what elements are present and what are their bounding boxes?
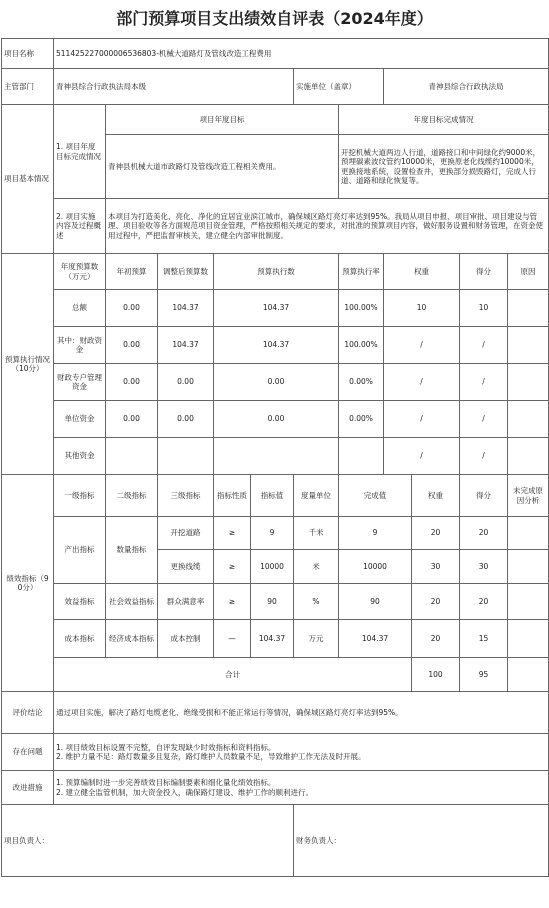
goal-completion-header: 年度目标完成情况: [339, 105, 549, 135]
budget-rate: 0.00%: [339, 364, 384, 401]
conclusion: 通过项目实施，解决了路灯电缆老化、绝缘受损和不能正常运行等情况，确保城区路灯亮灯率达到95%。: [54, 692, 549, 734]
budget-row-name: 其中：财政资金: [54, 327, 106, 364]
perf-l2: 社会效益指标: [106, 584, 158, 620]
budget-executed: 0.00: [214, 364, 339, 401]
perf-reason: [508, 550, 549, 584]
budget-adjusted: 0.00: [158, 401, 214, 438]
budget-initial: [106, 438, 158, 475]
perf-header: 完成值: [339, 475, 412, 517]
finance-lead: 财务负责人：: [294, 805, 549, 877]
perf-value: 9: [251, 517, 294, 550]
budget-reason: [508, 290, 549, 327]
budget-adjusted: 0.00: [158, 364, 214, 401]
budget-executed: 104.37: [214, 290, 339, 327]
budget-adjusted: 104.37: [158, 290, 214, 327]
budget-initial: 0.00: [106, 327, 158, 364]
perf-l1: 效益指标: [54, 584, 106, 620]
project-name-label: 项目名称: [2, 39, 54, 69]
budget-score: /: [460, 327, 508, 364]
budget-reason: [508, 438, 549, 475]
perf-unit: 米: [294, 550, 339, 584]
goal-completion: 开挖机械大道两边人行道，道路接口和中间绿化约9000米，预埋碳素波纹管约10000米，更换原老化线缆约10000米，更换接地系统，设置检查井，更换部分损毁路灯，完成人行道、道路和绿化恢复等。: [339, 135, 549, 199]
measure-item: 1. 预算编制时进一步完善绩效目标编制要素和细化量化绩效指标。: [56, 778, 276, 788]
perf-done: 104.37: [339, 620, 412, 658]
budget-adjusted: [158, 438, 214, 475]
budget-header: 权重: [384, 254, 460, 290]
project-lead: 项目负责人：: [2, 805, 294, 877]
perf-reason: [508, 517, 549, 550]
total-row: [2, 658, 549, 692]
perf-unit: %: [294, 584, 339, 620]
budget-reason: [508, 364, 549, 401]
budget-row-name: 财政专户管理资金: [54, 364, 106, 401]
perf-l2: 经济成本指标: [106, 620, 158, 658]
perf-prop: ≥: [214, 517, 251, 550]
perf-row: [2, 517, 549, 550]
perf-l1: 产出指标: [54, 517, 106, 584]
issue-item: 1. 项目绩效目标设置不完整，自评发现缺少时效指标和资料指标。: [56, 742, 276, 752]
perf-prop: ≥: [214, 550, 251, 584]
budget-header: 得分: [460, 254, 508, 290]
perf-prop: —: [214, 620, 251, 658]
perf-weight: 30: [412, 550, 460, 584]
perf-l3: 更换线缆: [158, 550, 214, 584]
budget-rate: 0.00%: [339, 401, 384, 438]
perf-weight: 20: [412, 584, 460, 620]
evaluation-table: [1, 38, 549, 877]
budget-row: [2, 364, 549, 401]
budget-row: [2, 438, 549, 475]
perf-score: 20: [460, 517, 508, 550]
budget-rate: 100.00%: [339, 290, 384, 327]
budget-label: 预算执行情况（10分）: [2, 254, 54, 475]
perf-score: 20: [460, 584, 508, 620]
budget-header: 预算执行数: [214, 254, 339, 290]
perf-value: 90: [251, 584, 294, 620]
issues-label: 存在问题: [2, 734, 54, 771]
conclusion-label: 评价结论: [2, 692, 54, 734]
impl-unit-label: 实施单位（盖章）: [294, 69, 384, 105]
annual-goal-header: 项目年度目标: [106, 105, 339, 135]
perf-label: 绩效指标（90分）: [2, 475, 54, 692]
perf-weight: 20: [412, 620, 460, 658]
total-label: 合计: [54, 658, 412, 692]
budget-weight: /: [384, 364, 460, 401]
page-title: 部门预算项目支出绩效自评表（2024年度）: [116, 9, 433, 28]
dept: 青神县综合行政执法局本级: [54, 69, 294, 105]
annual-goal: 青神县机械大道市政路灯及管线改造工程相关费用。: [106, 135, 339, 199]
budget-header: 年度预算数（万元）: [54, 254, 106, 290]
measures: [54, 771, 549, 805]
perf-l3: 成本控制: [158, 620, 214, 658]
perf-header: 二级指标: [106, 475, 158, 517]
perf-l1: 成本指标: [54, 620, 106, 658]
perf-l2: 数量指标: [106, 517, 158, 584]
budget-executed: [214, 438, 339, 475]
perf-header: 度量单位: [294, 475, 339, 517]
content-label: 2. 项目实施内容及过程概述: [54, 199, 106, 254]
budget-rate: [339, 438, 384, 475]
perf-reason: [508, 620, 549, 658]
perf-row: [2, 620, 549, 658]
budget-score: 10: [460, 290, 508, 327]
budget-score: /: [460, 401, 508, 438]
perf-reason: [508, 584, 549, 620]
perf-unit: 万元: [294, 620, 339, 658]
budget-reason: [508, 401, 549, 438]
total-score: 95: [460, 658, 508, 692]
dept-label: 主管部门: [2, 69, 54, 105]
budget-adjusted: 104.37: [158, 327, 214, 364]
budget-header: 年初预算: [106, 254, 158, 290]
budget-executed: 104.37: [214, 327, 339, 364]
issue-item: 2. 维护力量不足：路灯数量多且复杂，路灯维护人员数量不足，导致维护工作无法及时开展。: [56, 752, 366, 761]
budget-reason: [508, 327, 549, 364]
perf-header: 指标性质: [214, 475, 251, 517]
budget-row-name: 总额: [54, 290, 106, 327]
impl-unit: 青神县综合行政执法局: [384, 69, 549, 105]
perf-header: 一级指标: [54, 475, 106, 517]
measure-item: 2. 建立健全监管机制，加大资金投入，确保路灯建设、维护工作的顺利进行。: [56, 787, 314, 797]
budget-weight: 10: [384, 290, 460, 327]
perf-value: 104.37: [251, 620, 294, 658]
perf-done: 10000: [339, 550, 412, 584]
perf-done: 9: [339, 517, 412, 550]
perf-header: 得分: [460, 475, 508, 517]
budget-score: /: [460, 364, 508, 401]
perf-unit: 千米: [294, 517, 339, 550]
budget-initial: 0.00: [106, 401, 158, 438]
perf-header: 未完成原因分析: [508, 475, 549, 517]
perf-weight: 20: [412, 517, 460, 550]
perf-header: 指标值: [251, 475, 294, 517]
budget-row-name: 其他资金: [54, 438, 106, 475]
perf-value: 10000: [251, 550, 294, 584]
budget-rate: 100.00%: [339, 327, 384, 364]
budget-row: [2, 401, 549, 438]
measures-label: 改进措施: [2, 771, 54, 805]
perf-l3: 开挖道路: [158, 517, 214, 550]
budget-row: [2, 290, 549, 327]
perf-prop: ≥: [214, 584, 251, 620]
budget-initial: 0.00: [106, 364, 158, 401]
perf-l3: 群众满意率: [158, 584, 214, 620]
budget-row-name: 单位资金: [54, 401, 106, 438]
budget-executed: 0.00: [214, 401, 339, 438]
perf-header: 权重: [412, 475, 460, 517]
budget-score: /: [460, 438, 508, 475]
perf-score: 15: [460, 620, 508, 658]
budget-initial: 0.00: [106, 290, 158, 327]
budget-weight: /: [384, 327, 460, 364]
budget-header: 原因: [508, 254, 549, 290]
goal-label: 1. 项目年度目标完成情况: [54, 105, 106, 199]
budget-header: 预算执行率: [339, 254, 384, 290]
perf-done: 90: [339, 584, 412, 620]
budget-weight: /: [384, 438, 460, 475]
perf-row: [2, 584, 549, 620]
budget-header: 调整后预算数: [158, 254, 214, 290]
project-name: 511425227000006536803-机械大道路灯及管线改造工程费用: [54, 39, 549, 69]
issues: [54, 734, 549, 771]
budget-weight: /: [384, 401, 460, 438]
total-weight: 100: [412, 658, 460, 692]
basic-info-label: 项目基本情况: [2, 105, 54, 254]
perf-header: 三级指标: [158, 475, 214, 517]
budget-row: [2, 327, 549, 364]
content: 本项目为打造美化、亮化、净化的宜居宜业滨江城市，确保城区路灯亮灯率达到95%。我局从项目申报、项目审批、项目建设与管理、项目验收等各方面规范项目资金管理，严格按照相关规定的要求，对批准的预算项目内容，做好服务设置和财务管理，在资金使用过程中，严把监督审核关，建立健全内部审批制度。: [106, 199, 549, 254]
perf-score: 30: [460, 550, 508, 584]
